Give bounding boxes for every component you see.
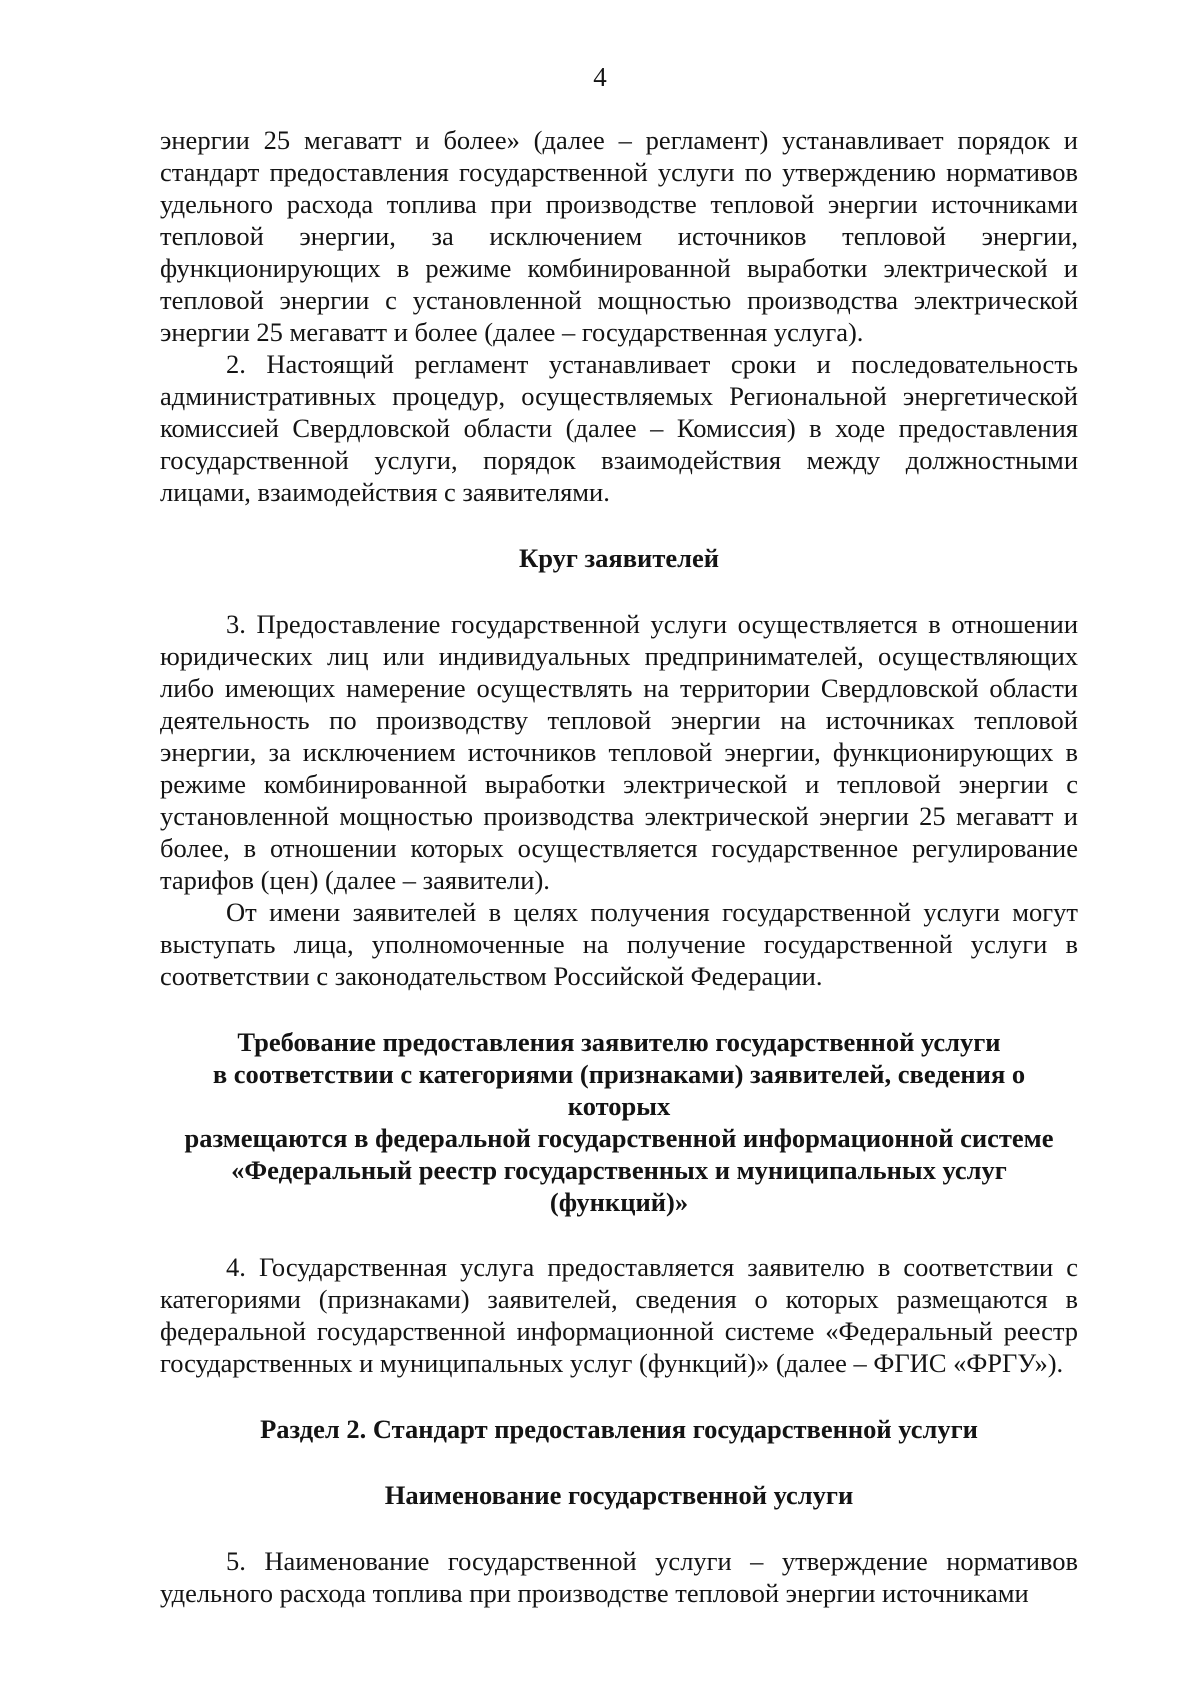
heading-applicants-circle: Круг заявителей (518, 543, 719, 573)
paragraph-item-3: 3. Предоставление государственной услуги осуществляется в отношении юридических лиц или индивидуальных предпринимателей, осуществляющих либо имеющих намерение осуществлять на территории Свердловской области деятельность по производству тепловой энергии на источниках тепловой энергии, за исключением источников тепловой энергии, функционирующих в режиме комбинированной выработки электрической и тепловой энергии с установленной мощностью производства электрической энергии 25 мегаватт и более, в отношении которых осуществляется государственное регулирование тарифов (цен) (далее – заявители). (160, 609, 1078, 895)
paragraph-item-4: 4. Государственная услуга предоставляется заявителю в соответствии с категориями (признаками) заявителей, сведения о которых размещаются в федеральной государственной информационной системе «Федеральный реестр государственных и муниципальных услуг (функций)» (далее – ФГИС «ФРГУ»). (160, 1252, 1078, 1378)
paragraph-representatives: От имени заявителей в целях получения государственной услуги могут выступать лица, уполномоченные на получение государственной услуги в соответствии с законодательством Российской Федерации. (160, 897, 1078, 991)
heading-section-2: Раздел 2. Стандарт предоставления государственной услуги (260, 1414, 978, 1444)
heading-requirement-line-1: Требование предоставления заявителю государственной услуги (237, 1027, 1001, 1057)
heading-requirement-line-4: «Федеральный реестр государственных и муниципальных услуг (функций)» (231, 1155, 1007, 1217)
heading-requirement (160, 1026, 1078, 1218)
paragraph-item-2: 2. Настоящий регламент устанавливает сроки и последовательность административных процедур, осуществляемых Региональной энергетической комиссией Свердловской области (далее – Комиссия) в ходе предоставления государственной услуги, порядок взаимодействия между должностными лицами, взаимодействия с заявителями. (160, 349, 1078, 507)
heading-requirement-line-2: в соответствии с категориями (признаками) заявителей, сведения о которых (212, 1059, 1026, 1121)
intro-paragraph: энергии 25 мегаватт и более» (далее – регламент) устанавливает порядок и стандарт предоставления государственной услуги по утверждению нормативов удельного расхода топлива при производстве тепловой энергии источниками тепловой энергии, за исключением источников тепловой энергии, функционирующих в режиме комбинированной выработки электрической и тепловой энергии с установленной мощностью производства электрической энергии 25 мегаватт и более (далее – государственная услуга). (160, 125, 1078, 347)
paragraph-item-5: 5. Наименование государственной услуги – утверждение нормативов удельного расхода топлива при производстве тепловой энергии источниками (160, 1546, 1078, 1608)
heading-requirement-line-3: размещаются в федеральной государственной информационной системе (184, 1123, 1054, 1153)
heading-service-name: Наименование государственной услуги (384, 1480, 854, 1510)
page-number: 4 (593, 62, 607, 92)
document-body (160, 124, 1078, 1609)
